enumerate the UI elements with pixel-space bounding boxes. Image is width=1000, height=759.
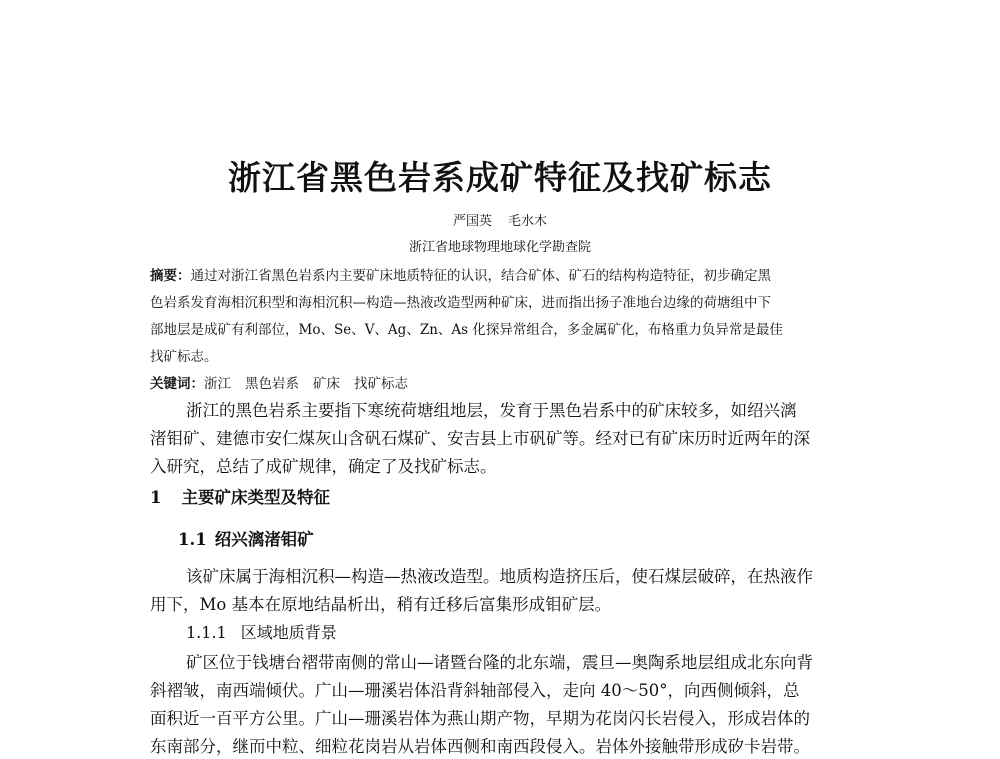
authors <box>0 210 1000 229</box>
subsubsection-heading <box>186 620 337 643</box>
abstract-line <box>150 264 771 284</box>
keyword: 找矿标志 <box>354 376 408 392</box>
abstract-text: 通过对浙江省黑色岩系内主要矿床地质特征的认识，结合矿体、矿石的结构构造特征，初步确定黑 <box>190 268 771 284</box>
body-text-line: 浙江的黑色岩系主要指下寒统荷塘组地层，发育于黑色岩系中的矿床较多，如绍兴漓 <box>186 401 797 420</box>
keyword: 黑色岩系 <box>245 376 299 392</box>
abstract-line: 找矿标志。 <box>150 349 218 365</box>
keyword: 矿床 <box>313 376 340 392</box>
affiliation: 浙江省地球物理地球化学勘查院 <box>408 240 591 255</box>
keyword: 浙江 <box>204 376 231 392</box>
abstract-line: 色岩系发育海相沉积型和海相沉积—构造—热液改造型两种矿床，进而指出扬子准地台边缘的荷塘组中下 <box>150 295 771 311</box>
body-text-line: 矿区位于钱塘台褶带南侧的常山—诸暨台隆的北东端，震旦—奥陶系地层组成北东向背 <box>186 653 813 672</box>
subsection-title: 绍兴漓渚钼矿 <box>214 530 314 549</box>
body-text-line: 渚钼矿、建德市安仁煤灰山含矾石煤矿、安吉县上市矾矿等。经对已有矿床历时近两年的深 <box>150 429 810 448</box>
keywords-label: 关键词： <box>150 376 204 392</box>
body-text-line: 入研究，总结了成矿规律，确定了及找矿标志。 <box>150 457 497 476</box>
body-text-line: 用下，Mo 基本在原地结晶析出，稍有迁移后富集形成钼矿层。 <box>150 595 612 614</box>
keywords <box>150 372 422 392</box>
body-text-line: 东南部分，继而中粒、细粒花岗岩从岩体西侧和南西段侵入。岩体外接触带形成矽卡岩带。 <box>150 737 810 756</box>
abstract-line: 部地层是成矿有利部位，Mo、Se、V、Ag、Zn、As 化探异常组合，多金属矿化，布格重力负异常是最佳 <box>150 322 783 338</box>
author-name: 严国英 <box>452 214 492 229</box>
body-text-line: 该矿床属于海相沉积—构造—热液改造型。地质构造挤压后，使石煤层破碎，在热液作 <box>186 567 813 586</box>
section-heading <box>150 484 330 508</box>
subsubsection-title: 区域地质背景 <box>240 623 337 642</box>
body-text-line: 斜褶皱，南西端倾伏。广山—珊溪岩体沿背斜轴部侵入，走向 40～50°，向西侧倾斜，总 <box>150 681 800 700</box>
subsection-heading <box>178 526 314 550</box>
author-name: 毛水木 <box>508 214 548 229</box>
section-title: 主要矿床类型及特征 <box>181 488 330 507</box>
body-text-line: 面积近一百平方公里。广山—珊溪岩体为燕山期产物，早期为花岗闪长岩侵入，形成岩体的 <box>150 709 810 728</box>
paper-title: 浙江省黑色岩系成矿特征及找矿标志 <box>228 158 772 197</box>
section-number: 1 <box>150 488 162 507</box>
subsubsection-number: 1.1.1 <box>186 623 227 642</box>
abstract-label: 摘要： <box>150 268 191 284</box>
subsection-number: 1.1 <box>178 530 207 549</box>
